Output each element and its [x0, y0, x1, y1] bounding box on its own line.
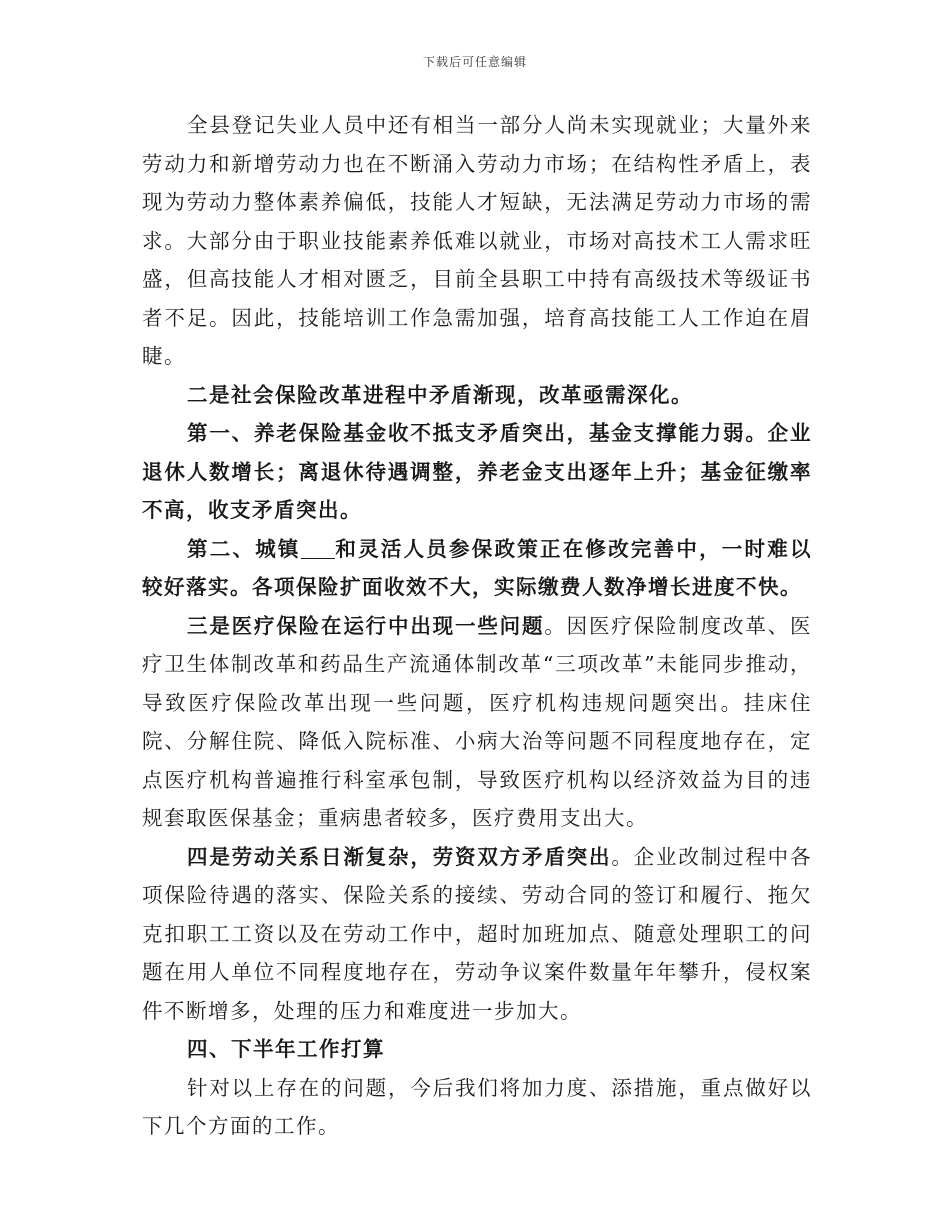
paragraph-urban-insurance [142, 530, 812, 607]
paragraph-unemployment: 全县登记失业人员中还有相当一部分人尚未实现就业；大量外来劳动力和新增劳动力也在不断涌入劳动力市场；在结构性矛盾上，表现为劳动力整体素养偏低，技能人才短缺，无法满足劳动力市场的需求。大部分由于职业技能素养低难以就业，市场对高技术工人需求旺盛，但高技能人才相对匮乏，目前全县职工中持有高级技术等级证书者不足。因此，技能培训工作急需加强，培育高技能工人工作迫在眉睫。 [142, 113, 812, 368]
paragraph-urban-insurance-end: 和灵活人员参保政策正在修改完善中，一时难以较好落实。各项保险扩面收效不大，实际缴费人数净增长进度不快。 [142, 536, 813, 599]
heading-social-insurance: 二是社会保险改革进程中矛盾渐现，改革亟需深化。 [187, 382, 693, 407]
paragraph-pension-fund: 第一、养老保险基金收不抵支矛盾突出，基金支撑能力弱。企业退休人数增长；离退休待遇调整，养老金支出逐年上升；基金征缴率不高，收支矛盾突出。 [142, 421, 812, 522]
fill-in-blank [301, 538, 335, 559]
paragraph-labor-relations [142, 838, 812, 1031]
document-body [142, 106, 812, 1146]
medical-insurance-lead: 三是医疗保险在运行中出现一些问题 [187, 613, 545, 638]
labor-relations-body: 。企业改制过程中各项保险待遇的落实、保险关系的接续、劳动合同的签订和履行、拖欠克扣职工工资以及在劳动工作中，超时加班加点、随意处理职工的问题在用人单位不同程度地存在，劳动争议案件数量年年攀升，侵权案件不断增多，处理的压力和难度进一步加大。 [142, 844, 813, 1023]
paragraph-work-plan: 针对以上存在的问题，今后我们将加力度、添措施，重点做好以下几个方面的工作。 [142, 1075, 812, 1138]
paragraph-medical-insurance [142, 607, 812, 838]
medical-insurance-body: 。因医疗保险制度改革、医疗卫生体制改革和药品生产流通体制改革“三项改革”未能同步推动，导致医疗保险改革出现一些问题，医疗机构违规问题突出。挂床住院、分解住院、降低入院标准、小病大治等问题不同程度地存在，定点医疗机构普遍推行科室承包制，导致医疗机构以经济效益为目的违规套取医保基金；重病患者较多，医疗费用支出大。 [142, 613, 813, 830]
page-header: 下载后可任意编辑 [422, 55, 527, 69]
heading-work-plan: 四、下半年工作打算 [187, 1037, 385, 1061]
paragraph-urban-insurance-start: 第二、城镇 [187, 536, 301, 561]
labor-relations-lead: 四是劳动关系日渐复杂，劳资双方矛盾突出 [187, 844, 612, 869]
